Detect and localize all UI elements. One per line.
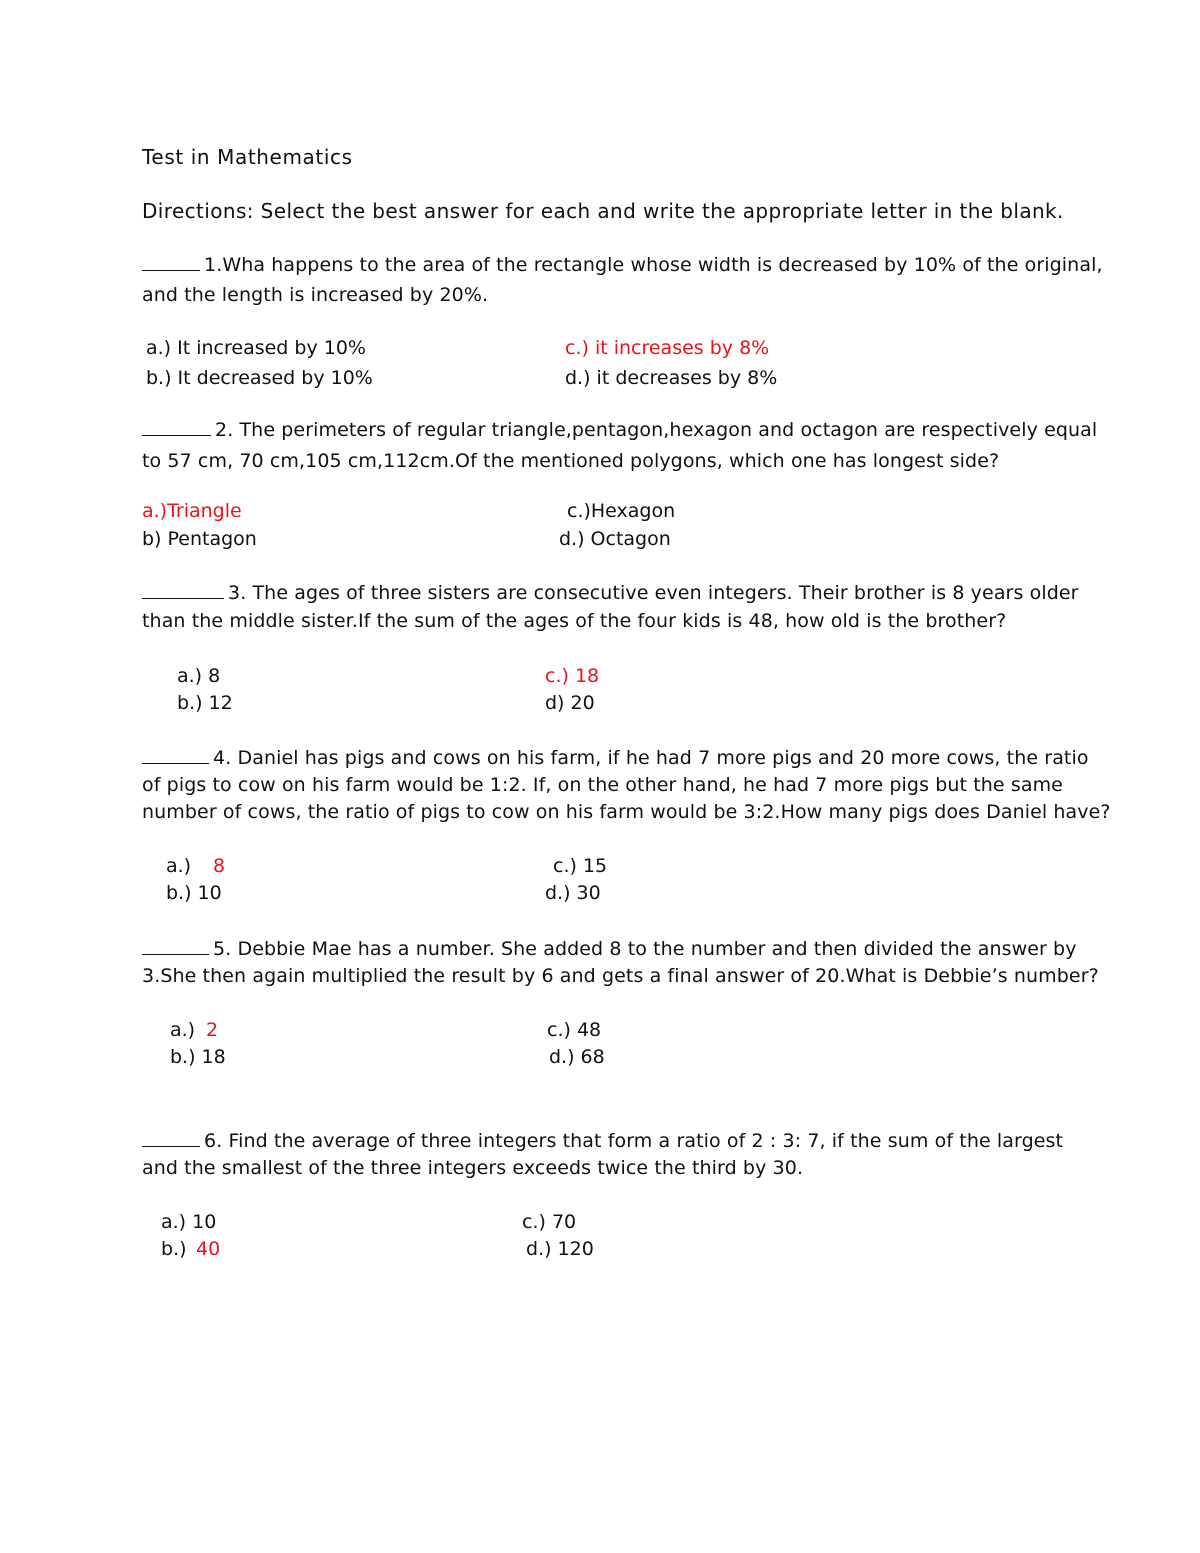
question-1-option-c: c.) it increases by 8% <box>565 337 770 359</box>
question-2-option-c: c.)Hexagon <box>567 500 676 522</box>
question-6-text-1: Find the average of three integers that form a ratio of 2 : 3: 7, if the sum of the largest <box>222 1130 1064 1152</box>
question-5-text-1: Debbie Mae has a number. She added 8 to the number and then divided the answer by <box>231 938 1077 960</box>
question-6-number: 6. <box>204 1130 223 1152</box>
question-3-text-1: The ages of three sisters are consecutive even integers. Their brother is 8 years older <box>246 582 1079 604</box>
answer-blank-1[interactable] <box>142 253 200 271</box>
question-3-line-1 <box>142 580 1079 606</box>
question-6-option-c: c.) 70 <box>522 1211 577 1233</box>
question-2-option-b: b) Pentagon <box>142 528 257 550</box>
question-1-number: 1. <box>204 254 223 276</box>
question-5-option-a-value: 2 <box>206 1019 219 1041</box>
question-4-text-3: number of cows, the ratio of pigs to cow on his farm would be 3:2.How many pigs does Daniel have? <box>142 801 1111 823</box>
page-title: Test in Mathematics <box>142 145 353 169</box>
question-5-number: 5. <box>213 938 232 960</box>
question-2-text-1: The perimeters of regular triangle,pentagon,hexagon and octagon are respectively equal <box>233 419 1098 441</box>
question-6-option-d: d.) 120 <box>526 1238 594 1260</box>
question-4-option-a-value: 8 <box>213 855 226 877</box>
question-6-option-b: b.) <box>161 1238 187 1260</box>
question-1-text-1: Wha happens to the area of the rectangle whose width is decreased by 10% of the original, <box>222 254 1103 276</box>
question-6-option-b-value: 40 <box>196 1238 221 1260</box>
question-2-option-d: d.) Octagon <box>559 528 671 550</box>
question-3-option-a: a.) 8 <box>177 665 221 687</box>
answer-blank-3[interactable] <box>142 581 224 599</box>
directions-text: Directions: Select the best answer for each and write the appropriate letter in the blank. <box>142 199 1064 223</box>
question-3-option-c: c.) 18 <box>545 665 600 687</box>
question-5-option-a: a.) <box>170 1019 196 1041</box>
question-3-number: 3. <box>228 582 247 604</box>
question-5-option-b: b.) 18 <box>170 1046 226 1068</box>
question-1-option-b: b.) It decreased by 10% <box>146 367 373 389</box>
question-4-option-d: d.) 30 <box>545 882 601 904</box>
question-5-text-2: 3.She then again multiplied the result by 6 and gets a final answer of 20.What is Debbie’s number? <box>142 965 1099 987</box>
question-4-option-b: b.) 10 <box>166 882 222 904</box>
answer-blank-2[interactable] <box>142 418 211 436</box>
question-2-line-1 <box>142 417 1097 443</box>
question-6-line-1 <box>142 1128 1063 1154</box>
question-4-text-1: Daniel has pigs and cows on his farm, if he had 7 more pigs and 20 more cows, the ratio <box>231 747 1089 769</box>
question-4-number: 4. <box>213 747 232 769</box>
question-2-text-2: to 57 cm, 70 cm,105 cm,112cm.Of the mentioned polygons, which one has longest side? <box>142 450 1000 472</box>
question-3-option-b: b.) 12 <box>177 692 233 714</box>
question-5-option-c: c.) 48 <box>547 1019 602 1041</box>
question-4-option-a: a.) <box>166 855 192 877</box>
answer-blank-4[interactable] <box>142 746 209 764</box>
question-2-number: 2. <box>215 419 234 441</box>
question-3-option-d: d) 20 <box>545 692 595 714</box>
question-4-option-c: c.) 15 <box>553 855 608 877</box>
question-1-line-1 <box>142 252 1103 278</box>
question-1-option-a: a.) It increased by 10% <box>146 337 366 359</box>
question-5-option-d: d.) 68 <box>549 1046 605 1068</box>
question-6-option-a: a.) 10 <box>161 1211 217 1233</box>
question-5-line-1 <box>142 936 1077 962</box>
question-2-option-a: a.)Triangle <box>142 500 242 522</box>
question-1-text-2: and the length is increased by 20%. <box>142 284 489 306</box>
question-3-text-2: than the middle sister.If the sum of the ages of the four kids is 48, how old is the brother? <box>142 610 1007 632</box>
question-1-option-d: d.) it decreases by 8% <box>565 367 778 389</box>
question-6-text-2: and the smallest of the three integers exceeds twice the third by 30. <box>142 1157 804 1179</box>
answer-blank-5[interactable] <box>142 937 209 955</box>
question-4-text-2: of pigs to cow on his farm would be 1:2. If, on the other hand, he had 7 more pigs but the same <box>142 774 1063 796</box>
answer-blank-6[interactable] <box>142 1129 200 1147</box>
question-4-line-1 <box>142 745 1089 771</box>
